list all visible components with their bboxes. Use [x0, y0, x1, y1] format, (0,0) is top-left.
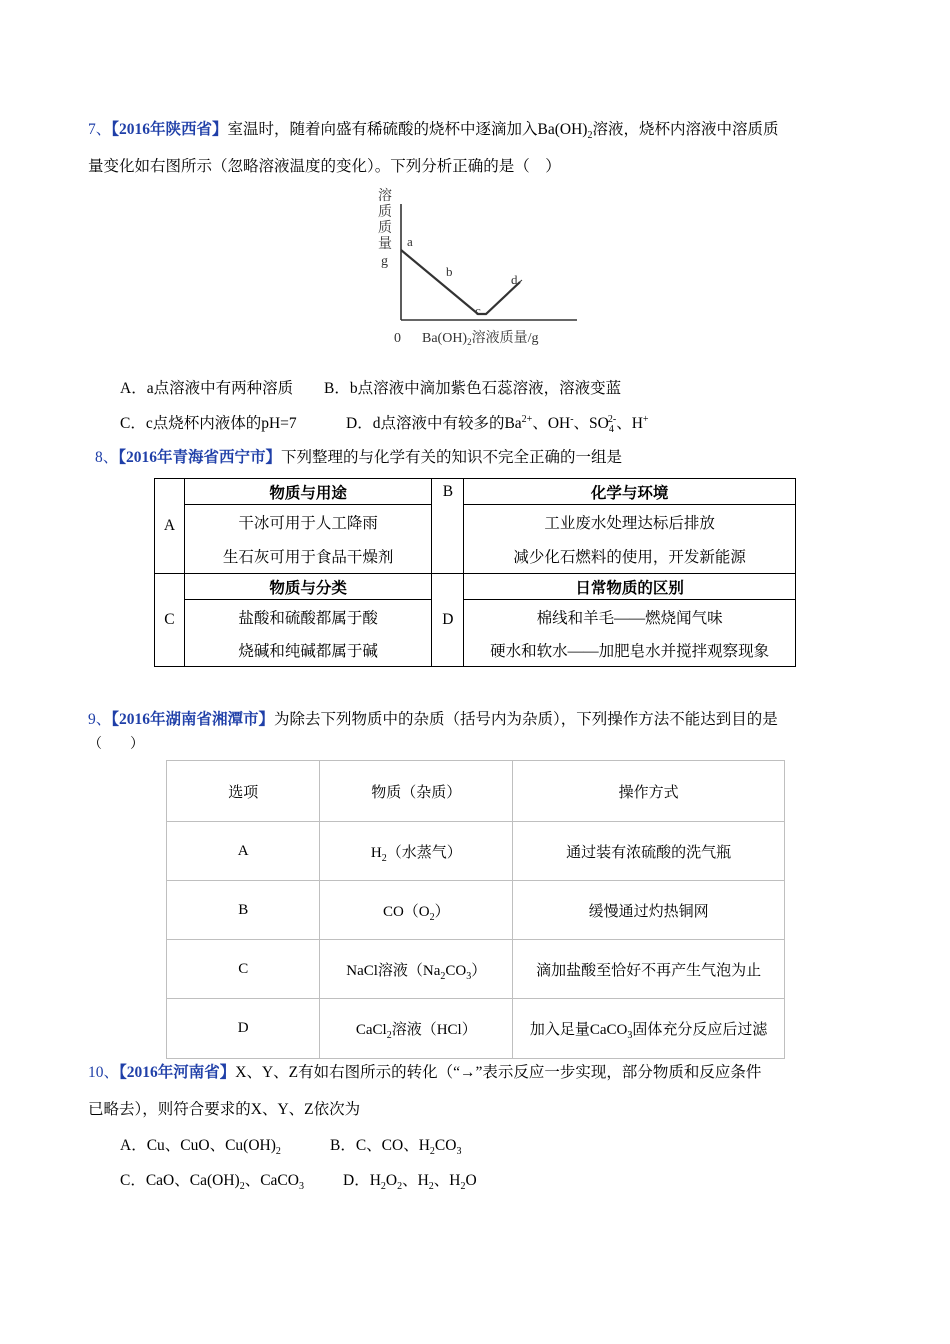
graph-point-d: d — [511, 272, 518, 287]
q9-header-operation: 操作方式 — [513, 761, 785, 822]
q9-row-substance: NaCl溶液$(Na_2CO_3)$ — [320, 940, 513, 999]
q10-option-a: A．Cu、CuO、$Cu(OH)_2$ — [120, 1137, 281, 1158]
table-row — [167, 822, 785, 881]
q8-table — [154, 478, 796, 667]
q8-b-line1: 工业废水处理达标后排放 — [464, 505, 796, 540]
graph-y-label-char: 质 — [378, 221, 392, 236]
graph-y-label-char: 量 — [378, 237, 392, 252]
q9-row-substance: CaCl$_2$溶液（HCl） — [320, 999, 513, 1059]
q9-row-substance: $CO(O_2)$ — [320, 881, 513, 940]
graph-origin: 0 — [394, 331, 401, 346]
q10-option-d: D．$H_2O_2$、$H_2$、$H_2O$ — [343, 1172, 477, 1193]
subscript: 2 — [587, 130, 593, 142]
q8-c-line1: 盐酸和硫酸都属于酸 — [184, 600, 432, 634]
q9-number: 9、 — [88, 711, 112, 728]
q8-c-line2: 烧碱和纯碱都属于碱 — [184, 633, 432, 667]
q9-row-operation: 加入足量CaCO$_3$固体充分反应后过滤 — [513, 999, 785, 1059]
q10-stem-line2: 已略去），则符合要求的X、Y、Z依次为 — [88, 1101, 361, 1118]
q7-stem-line1 — [88, 117, 779, 142]
q7-stem-a: 室温时，随着向盛有稀硫酸的烧杯中逐滴加入Ba(OH) — [227, 121, 588, 138]
graph-y-label-char: 质 — [378, 205, 392, 220]
q9-table — [166, 760, 785, 1059]
graph-y-label-char: g — [381, 254, 388, 269]
q7-number: 7、 — [88, 121, 112, 138]
q7-option-a: A．a点溶液中有两种溶质 — [120, 380, 294, 397]
q8-title-c: 物质与分类 — [184, 574, 432, 600]
q8-letter-a: A — [155, 479, 185, 574]
q9-row-operation: 滴加盐酸至恰好不再产生气泡为止 — [513, 940, 785, 999]
q10-number: 10、 — [88, 1064, 120, 1081]
q10-option-b: B．C、CO、$H_2CO_3$ — [330, 1137, 462, 1158]
table-row — [167, 940, 785, 999]
q8-number: 8、 — [95, 449, 119, 466]
q8-b-line2: 减少化石燃料的使用，开发新能源 — [464, 539, 796, 574]
q9-header-option: 选项 — [167, 761, 320, 822]
q8-d-line2: 硬水和软水——加肥皂水并搅拌观察现象 — [464, 633, 796, 667]
q9-header-substance: 物质（杂质） — [320, 761, 513, 822]
q8-title-d: 日常物质的区别 — [464, 574, 796, 600]
q9-row-option: C — [167, 940, 320, 999]
graph-point-b: b — [446, 264, 453, 279]
q8-a-line1: 干冰可用于人工降雨 — [184, 505, 432, 540]
graph-y-label-char: 溶 — [378, 189, 392, 204]
q9-paren: （ ） — [88, 737, 144, 752]
q8-d-line1: 棉线和羊毛——燃烧闻气味 — [464, 600, 796, 634]
q9-stem: 9、【2016年湖南省湘潭市】为除去下列物质中的杂质（括号内为杂质），下列操作方法不能达到目的是 — [88, 711, 778, 728]
q8-letter-b: B — [432, 479, 464, 574]
table-row — [167, 999, 785, 1059]
q8-letter-c: C — [155, 574, 185, 667]
q8-letter-d: D — [432, 574, 464, 667]
table-row — [167, 881, 785, 940]
q10-stem-line1: 10、【2016年河南省】X、Y、Z有如右图所示的转化（“→”表示反应一步实现，部分物质和反应条件 — [88, 1064, 762, 1081]
q7-source: 【2016年陕西省】 — [111, 121, 228, 138]
q10-source: 【2016年河南省】 — [119, 1064, 236, 1081]
graph-point-c: c — [475, 303, 481, 318]
q9-source: 【2016年湖南省湘潭市】 — [111, 711, 275, 728]
q8-stem: 8、【2016年青海省西宁市】下列整理的与化学有关的知识不完全正确的一组是 — [95, 449, 623, 466]
q8-title-a: 物质与用途 — [184, 479, 432, 505]
q8-source: 【2016年青海省西宁市】 — [118, 449, 282, 466]
q7-stem-b: 溶液，烧杯内溶液中溶质质 — [592, 121, 779, 138]
q7-graph — [372, 186, 592, 351]
q9-row-option: B — [167, 881, 320, 940]
q8-title-b: 化学与环境 — [464, 479, 796, 505]
q9-row-operation: 缓慢通过灼热铜网 — [513, 881, 785, 940]
graph-point-a: a — [407, 234, 413, 249]
graph-curve — [401, 250, 520, 314]
q7-option-d: D．d点溶液中有较多的$Ba^{2+}$、OH-、$SO_4^{2-}$、H+ — [346, 413, 649, 436]
q9-row-substance: $H_2$（水蒸气） — [320, 822, 513, 881]
q9-row-option: A — [167, 822, 320, 881]
q10-option-c: C．CaO、$Ca(OH)_2$、CaCO$_3$ — [120, 1172, 304, 1193]
graph-x-label: $Ba(OH)_2$溶液质量/g — [422, 331, 539, 347]
q8-a-line2: 生石灰可用于食品干燥剂 — [184, 539, 432, 574]
q9-row-operation: 通过装有浓硫酸的洗气瓶 — [513, 822, 785, 881]
q9-row-option: D — [167, 999, 320, 1059]
q7-option-b: B．b点溶液中滴加紫色石蕊溶液，溶液变蓝 — [324, 380, 622, 397]
q7-option-c: C．c点烧杯内液体的pH=7 — [120, 415, 297, 432]
q7-stem-line2: 量变化如右图所示（忽略溶液温度的变化）。下列分析正确的是（ ） — [88, 158, 561, 175]
